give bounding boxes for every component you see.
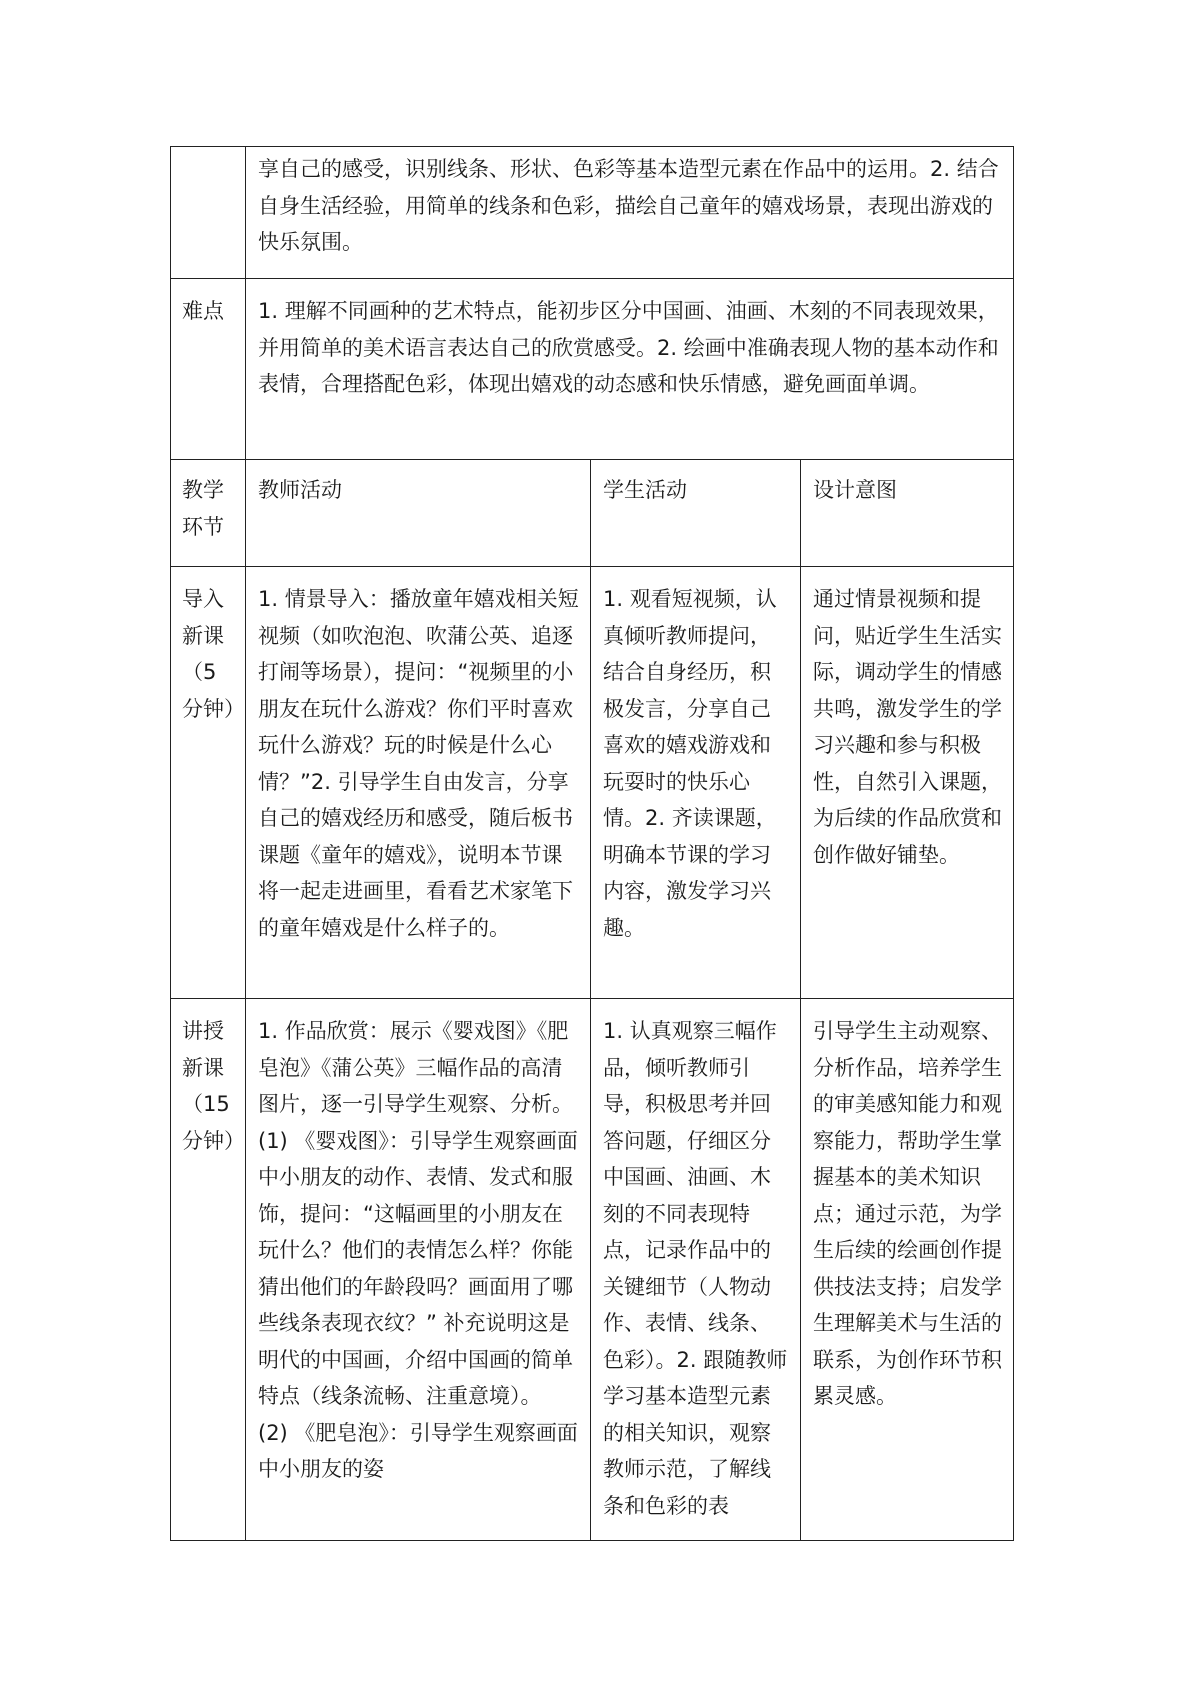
header-student: 学生活动	[603, 478, 687, 502]
student-activity-cell	[591, 999, 801, 1541]
stage-text: 讲授新课（15分钟）	[182, 1019, 245, 1153]
continuation-label-cell	[171, 147, 246, 279]
continuation-label	[171, 147, 245, 161]
table-header-row	[171, 460, 1014, 567]
teacher-activity-cell	[246, 567, 591, 999]
design-intent-text: 通过情景视频和提问，贴近学生生活实际，调动学生的情感共鸣，激发学生的学习兴趣和参与积极性，自然引入课题，为后续的作品欣赏和创作做好铺垫。	[813, 587, 1002, 867]
teacher-activity-cell	[246, 999, 614, 1541]
student-activity-text: 1. 观看短视频，认真倾听教师提问，结合自身经历，积极发言，分享自己喜欢的嬉戏游戏和玩耍时的快乐心情。2. 齐读课题，明确本节课的学习内容，激发学习兴趣。	[603, 587, 777, 940]
student-activity-text: 1. 认真观察三幅作品，倾听教师引导，积极思考并回答问题，仔细区分中国画、油画、木刻的不同表现特点，记录作品中的关键细节（人物动作、表情、线条、色彩）。2. 跟随教师学习基本造型元素的相关知识，观察教师示范，了解线条和色彩的表	[603, 1019, 788, 1518]
difficulty-label-cell	[171, 279, 246, 460]
stage-cell	[171, 999, 246, 1541]
stage-cell	[171, 567, 246, 999]
header-teacher: 教师活动	[258, 478, 342, 502]
header-student-cell	[591, 460, 801, 567]
teacher-activity-text: 1. 情景导入：播放童年嬉戏相关短视频（如吹泡泡、吹蒲公英、追逐打闹等场景），提问：“视频里的小朋友在玩什么游戏？你们平时喜欢玩什么游戏？玩的时候是什么心情？”2. 引导学生自由发言，分享自己的嬉戏经历和感受，随后板书课题《童年的嬉戏》，说明本节课将一起走进画里，看看艺术家笔下的童年嬉戏是什么样子的。	[258, 587, 579, 940]
table-row	[171, 567, 1014, 999]
difficulty-text-cell	[246, 279, 1014, 460]
continuation-text-cell	[246, 147, 1014, 279]
design-intent-cell	[801, 567, 1014, 999]
student-activity-cell	[591, 567, 801, 999]
header-stage-cell	[171, 460, 246, 567]
design-intent-text: 引导学生主动观察、分析作品，培养学生的审美感知能力和观察能力，帮助学生掌握基本的美术知识点；通过示范，为学生后续的绘画创作提供技法支持；启发学生理解美术与生活的联系，为创作环节积累灵感。	[813, 1019, 1002, 1408]
design-intent-cell	[801, 999, 1014, 1541]
continuation-text: 享自己的感受，识别线条、形状、色彩等基本造型元素在作品中的运用。2. 结合自身生活经验，用简单的线条和色彩，描绘自己童年的嬉戏场景，表现出游戏的快乐氛围。	[258, 157, 999, 254]
header-intent-cell	[801, 460, 1014, 567]
difficulty-label: 难点	[182, 299, 224, 323]
teacher-activity-text: 1. 作品欣赏：展示《婴戏图》《肥皂泡》《蒲公英》三幅作品的高清图片，逐一引导学生观察、分析。 (1) 《婴戏图》：引导学生观察画面中小朋友的动作、表情、发式和服饰，提问：“这幅画里的小朋友在玩什么？他们的表情怎么样？你能猜出他们的年龄段吗？画面用了哪些线条表现衣纹？” 补充说明这是明代的中国画，介绍中国画的简单特点（线条流畅、注重意境）。 (2) 《肥皂泡》：引导学生观察画面中小朋友的姿	[258, 1019, 614, 1481]
difficulty-text: 1. 理解不同画种的艺术特点，能初步区分中国画、油画、木刻的不同表现效果，并用简单的美术语言表达自己的欣赏感受。2. 绘画中准确表现人物的基本动作和表情，合理搭配色彩，体现出嬉戏的动态感和快乐情感，避免画面单调。	[258, 299, 999, 396]
stage-text: 导入新课（5分钟）	[182, 587, 245, 721]
header-stage: 教学环节	[182, 478, 224, 539]
header-teacher-cell	[246, 460, 591, 567]
header-intent: 设计意图	[813, 478, 897, 502]
table-row-continuation	[171, 147, 1014, 279]
table-row-difficulty	[171, 279, 1014, 460]
table-row	[171, 999, 1014, 1541]
lesson-plan-table	[170, 146, 1014, 1541]
